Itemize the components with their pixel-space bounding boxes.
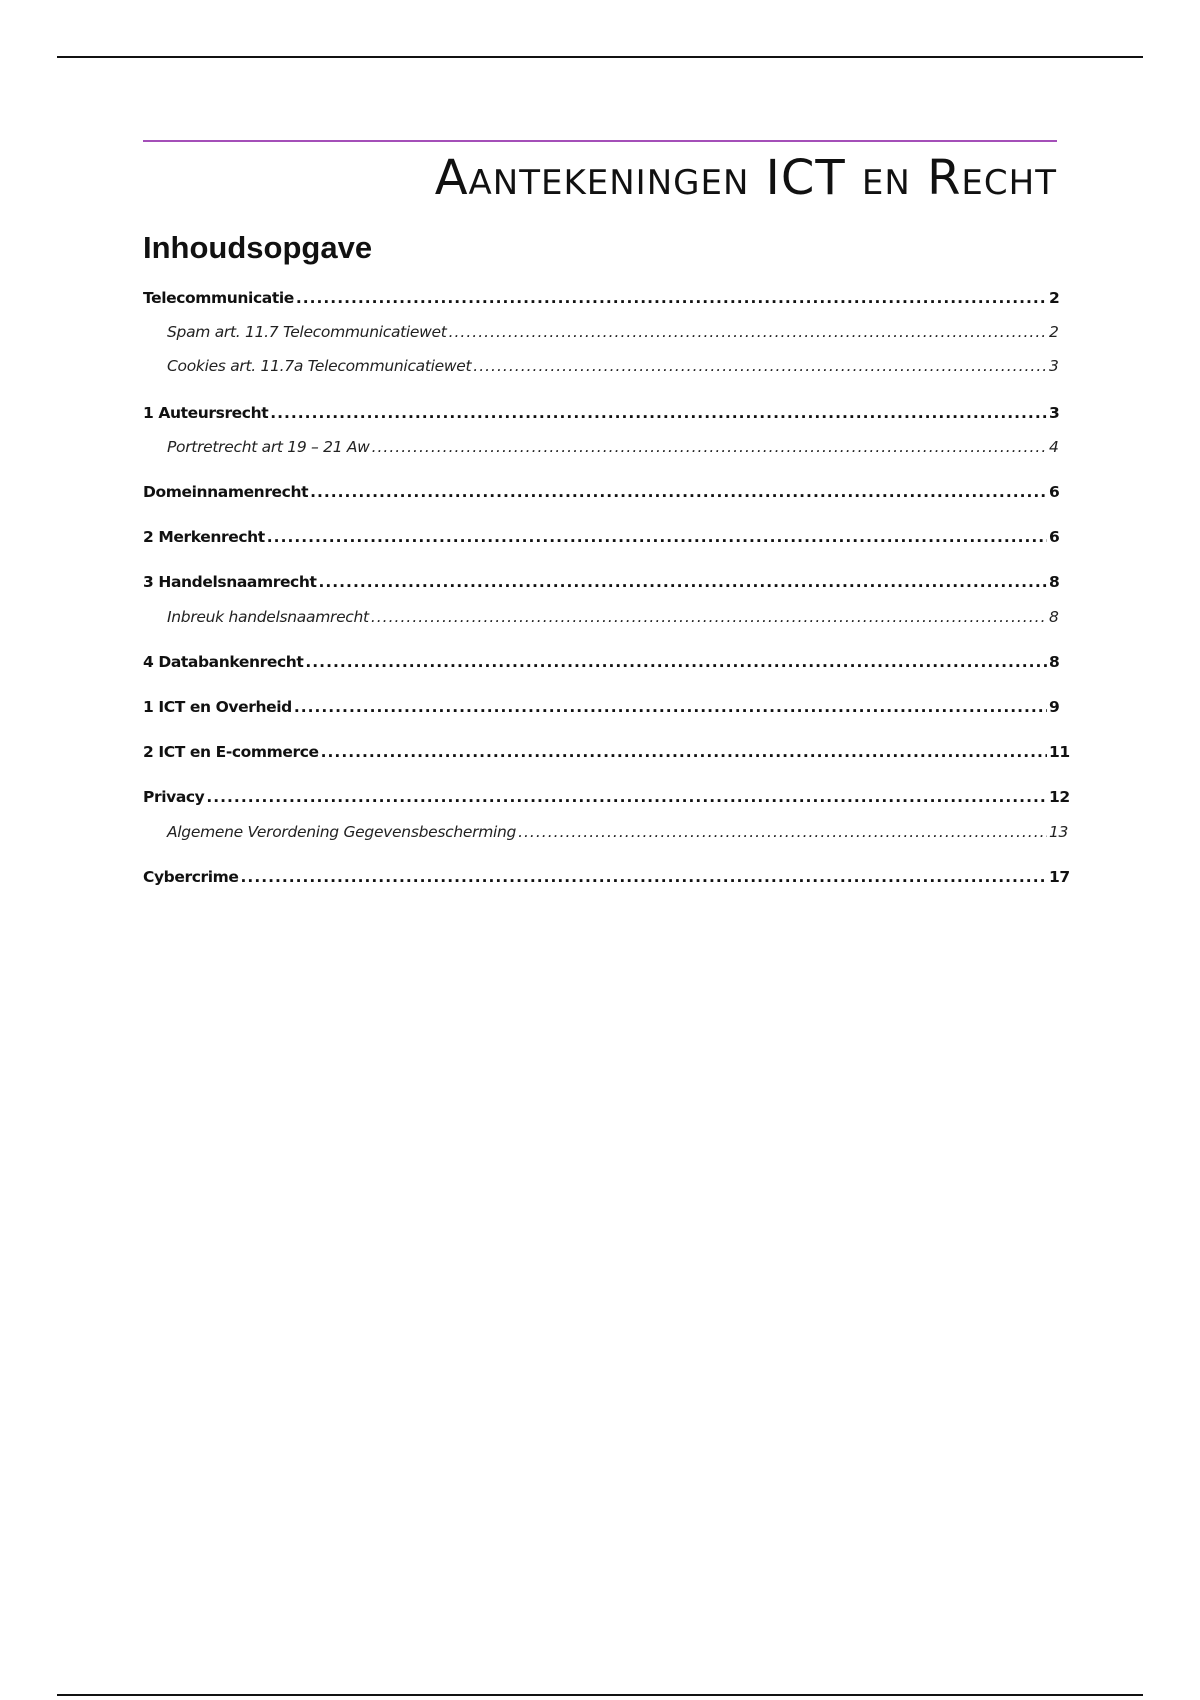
table-of-contents xyxy=(143,288,1070,887)
toc-entry-page-number: 2 xyxy=(1049,289,1060,307)
toc-entry[interactable] xyxy=(143,867,1070,887)
toc-entry-page-number: 13 xyxy=(1049,823,1069,841)
toc-entry[interactable] xyxy=(143,787,1070,807)
toc-entry-label: Domeinnamenrecht xyxy=(143,483,309,501)
toc-dot-leader xyxy=(319,572,1048,592)
toc-dot-leader xyxy=(206,787,1047,807)
toc-entry-page-number: 4 xyxy=(1049,438,1059,456)
toc-entry-label: Portretrecht art 19 – 21 Aw xyxy=(167,438,370,456)
toc-entry[interactable] xyxy=(143,572,1060,592)
toc-dot-leader xyxy=(473,356,1047,376)
toc-entry-label: 4 Databankenrecht xyxy=(143,653,304,671)
toc-dot-leader xyxy=(372,437,1047,457)
toc-entry-page-number: 3 xyxy=(1049,404,1060,422)
page-bottom-rule xyxy=(57,1694,1143,1696)
toc-entry-label: Algemene Verordening Gegevensbescherming xyxy=(167,823,517,841)
toc-entry-label: Privacy xyxy=(143,788,205,806)
toc-dot-leader xyxy=(371,607,1047,627)
toc-entry[interactable] xyxy=(143,482,1060,502)
toc-entry-label: 2 ICT en E-commerce xyxy=(143,743,319,761)
toc-dot-leader xyxy=(310,482,1047,502)
toc-entry-page-number: 8 xyxy=(1049,608,1059,626)
toc-entry[interactable] xyxy=(143,527,1060,547)
toc-entry-page-number: 3 xyxy=(1049,357,1059,375)
toc-entry-page-number: 6 xyxy=(1049,483,1060,501)
toc-entry[interactable] xyxy=(143,322,1057,342)
toc-entry-label: 1 Auteursrecht xyxy=(143,404,269,422)
toc-entry-page-number: 2 xyxy=(1049,323,1059,341)
toc-heading: Inhoudsopgave xyxy=(143,230,373,265)
toc-entry[interactable] xyxy=(143,288,1060,308)
toc-dot-leader xyxy=(296,288,1047,308)
toc-entry-label: 1 ICT en Overheid xyxy=(143,698,292,716)
toc-dot-leader xyxy=(449,322,1047,342)
toc-dot-leader xyxy=(267,527,1047,547)
toc-entry-label: Inbreuk handelsnaamrecht xyxy=(167,608,369,626)
toc-entry-page-number: 17 xyxy=(1049,868,1070,886)
toc-entry[interactable] xyxy=(143,607,1057,627)
toc-entry-label: Cybercrime xyxy=(143,868,239,886)
toc-entry-label: 3 Handelsnaamrecht xyxy=(143,573,317,591)
document-title: Aantekeningen ICT en Recht xyxy=(434,150,1057,206)
toc-dot-leader xyxy=(518,822,1047,842)
toc-dot-leader xyxy=(241,867,1047,887)
toc-entry[interactable] xyxy=(143,652,1060,672)
toc-entry-label: Cookies art. 11.7a Telecommunicatiewet xyxy=(167,357,472,375)
page-top-rule xyxy=(57,56,1143,58)
toc-entry-label: Telecommunicatie xyxy=(143,289,294,307)
toc-entry-label: 2 Merkenrecht xyxy=(143,528,265,546)
toc-dot-leader xyxy=(321,742,1047,762)
toc-entry[interactable] xyxy=(143,356,1057,376)
toc-entry-page-number: 11 xyxy=(1049,743,1070,761)
toc-entry-page-number: 8 xyxy=(1049,573,1060,591)
toc-dot-leader xyxy=(305,652,1047,672)
toc-entry[interactable] xyxy=(143,822,1069,842)
toc-dot-leader xyxy=(270,403,1047,423)
toc-entry-page-number: 6 xyxy=(1049,528,1060,546)
toc-entry-page-number: 9 xyxy=(1049,698,1060,716)
toc-entry-page-number: 12 xyxy=(1049,788,1070,806)
toc-entry[interactable] xyxy=(143,697,1060,717)
toc-dot-leader xyxy=(294,697,1047,717)
toc-entry[interactable] xyxy=(143,742,1070,762)
toc-entry-page-number: 8 xyxy=(1049,653,1060,671)
toc-entry-label: Spam art. 11.7 Telecommunicatiewet xyxy=(167,323,447,341)
toc-entry[interactable] xyxy=(143,437,1057,457)
document-body xyxy=(143,140,1070,887)
title-rule xyxy=(143,140,1057,142)
toc-entry[interactable] xyxy=(143,403,1060,423)
